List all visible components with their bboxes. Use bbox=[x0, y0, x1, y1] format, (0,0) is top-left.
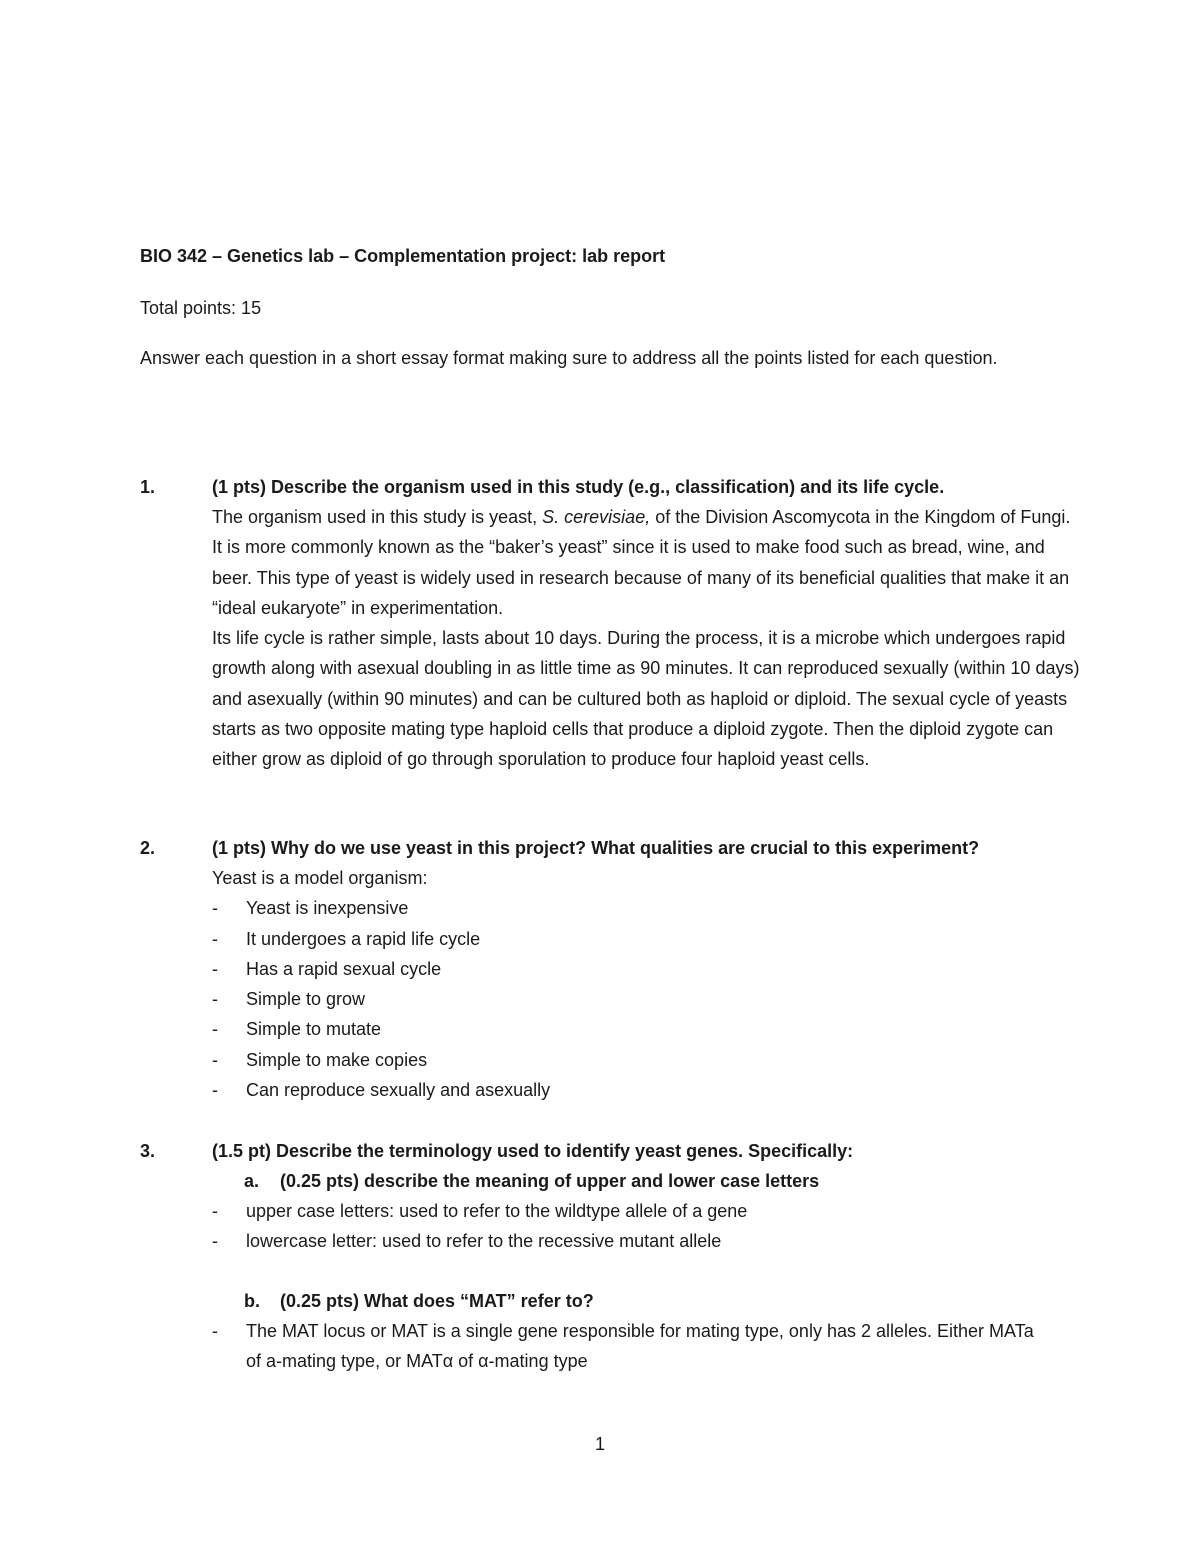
dash-bullet: - bbox=[212, 1080, 218, 1101]
question-1-answer bbox=[212, 502, 1080, 775]
list-item bbox=[212, 1226, 1080, 1256]
question-2 bbox=[140, 833, 1080, 1105]
list-item-text: Yeast is inexpensive bbox=[246, 898, 409, 919]
dash-bullet: - bbox=[212, 1201, 218, 1221]
question-1-heading bbox=[140, 472, 1080, 502]
answer-paragraph: Its life cycle is rather simple, lasts about 10 days. During the process, it is a microbe which undergoes rapid growth along with asexual doubling in as little time as 90 minutes. It can reproduced sexually (within 10 days) and asexually (within 90 minutes) and can be cultured both as haploid or diploid. The sexual cycle of yeasts starts as two opposite mating type haploid cells that produce a diploid zygote. Then the diploid zygote can either grow as diploid of go through sporulation to produce four haploid yeast cells. bbox=[212, 628, 1080, 770]
question-1 bbox=[140, 472, 1080, 775]
list-item-text: It undergoes a rapid life cycle bbox=[246, 928, 481, 949]
dash-bullet: - bbox=[212, 1019, 218, 1040]
total-points: Total points: 15 bbox=[140, 298, 262, 318]
question-text: (1.5 pt) Describe the terminology used to identify yeast genes. Specifically: bbox=[212, 1141, 854, 1161]
list-item bbox=[212, 1014, 1080, 1044]
question-number: 2. bbox=[140, 838, 156, 858]
list-item-text: Simple to mutate bbox=[246, 1019, 382, 1040]
answer-lead: Yeast is a model organism: bbox=[212, 868, 428, 888]
dash-bullet: - bbox=[212, 1320, 218, 1341]
question-text: (1 pts) Describe the organism used in this study (e.g., classification) and its life cycle. bbox=[212, 477, 945, 497]
question-number: 1. bbox=[140, 477, 156, 497]
species-name: S. cerevisiae, bbox=[542, 507, 651, 527]
dash-bullet: - bbox=[212, 1049, 218, 1070]
answer-text: of the Division Ascomycota in the Kingdom of Fungi. It is more commonly known as the “baker’s yeast” since it is used to make food such as bread, wine, and beer. This type of yeast is widely used in research because of many of its beneficial qualities that make it an “ideal eukaryote” in experimentation. bbox=[212, 507, 1071, 618]
question-2-heading bbox=[140, 833, 1080, 863]
list-item-text: upper case letters: used to refer to the wildtype allele of a gene bbox=[246, 1201, 748, 1221]
question-3-heading bbox=[140, 1136, 1080, 1166]
subquestion-a-heading bbox=[244, 1166, 1080, 1196]
answer-paragraph bbox=[212, 502, 1080, 623]
list-item-text: Has a rapid sexual cycle bbox=[246, 958, 442, 979]
dash-bullet: - bbox=[212, 989, 218, 1010]
list-item bbox=[212, 924, 1080, 954]
subquestion-letter: b. bbox=[244, 1290, 260, 1311]
list-item-text: The MAT locus or MAT is a single gene responsible for mating type, only has 2 alleles. Either MATa of a-mating type, or MATα of α-mating type bbox=[246, 1320, 1034, 1371]
list-item bbox=[212, 1316, 1052, 1377]
list-item bbox=[212, 984, 1080, 1014]
subquestion-letter: a. bbox=[244, 1171, 260, 1191]
list-item bbox=[212, 1075, 1080, 1105]
question-3 bbox=[140, 1136, 1080, 1376]
list-item-text: Simple to make copies bbox=[246, 1049, 428, 1070]
dash-bullet: - bbox=[212, 928, 218, 949]
question-text: (1 pts) Why do we use yeast in this project? What qualities are crucial to this experiment? bbox=[212, 838, 980, 858]
dash-bullet: - bbox=[212, 958, 218, 979]
list-item-text: lowercase letter: used to refer to the recessive mutant allele bbox=[246, 1231, 722, 1252]
instructions: Answer each question in a short essay format making sure to address all the points listed for each question. bbox=[140, 348, 998, 368]
list-item-text: Simple to grow bbox=[246, 989, 366, 1010]
list-item-text: Can reproduce sexually and asexually bbox=[246, 1080, 551, 1101]
subquestion-b-heading bbox=[244, 1286, 1080, 1316]
subquestion-text: (0.25 pts) describe the meaning of upper and lower case letters bbox=[280, 1171, 820, 1191]
list-item bbox=[212, 893, 1080, 923]
question-number: 3. bbox=[140, 1141, 156, 1161]
subquestion-text: (0.25 pts) What does “MAT” refer to? bbox=[280, 1290, 594, 1311]
list-item bbox=[212, 1045, 1080, 1075]
answer-text: The organism used in this study is yeast, bbox=[212, 507, 543, 527]
list-item bbox=[212, 1196, 1080, 1226]
list-item bbox=[212, 954, 1080, 984]
dash-bullet: - bbox=[212, 1231, 218, 1252]
document-title: BIO 342 – Genetics lab – Complementation project: lab report bbox=[140, 246, 666, 266]
page-number: 1 bbox=[594, 1434, 605, 1454]
dash-bullet: - bbox=[212, 898, 218, 919]
